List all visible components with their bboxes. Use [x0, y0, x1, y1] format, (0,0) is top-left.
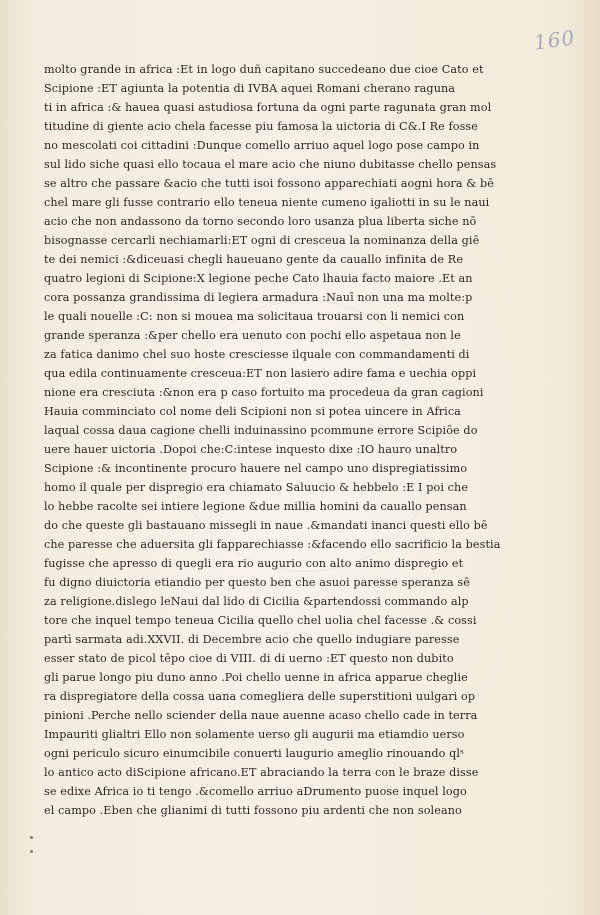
text-line: bisognasse cercarli nechiamarli:ET ogni di cresceua la nominanza della giē	[44, 234, 480, 247]
ink-spot	[30, 850, 33, 853]
text-line: ra dispregiatore della cossa uana comegliera delle superstitioni uulgari op	[44, 690, 476, 703]
text-line: acio che non andassono da torno secondo loro usanza plua liberta siche nō	[44, 215, 477, 228]
text-line: te dei nemici :&diceuasi chegli haueuano gente da cauallo infinita de Re	[44, 253, 464, 266]
text-line: partì sarmata adi.XXVII. di Decembre acio che quello indugiare paresse	[44, 633, 460, 646]
text-line: quatro legioni di Scipione:X legione peche Cato lhauia facto maiore .Et an	[44, 272, 473, 285]
text-line: do che queste gli bastauano missegli in naue .&mandati inanci questi ello bē	[44, 519, 488, 532]
text-line: sul lido siche quasi ello tocaua el mare acio che niuno dubitasse chello pensas	[44, 158, 497, 171]
text-line: le quali nouelle :C: non si mouea ma solicitaua trouarsi con li nemici con	[44, 310, 465, 323]
text-line: nione era cresciuta :&non era p caso fortuito ma procedeua da gran cagioni	[44, 386, 484, 399]
text-line: za fatica danimo chel suo hoste cresciesse ilquale con commandamenti di	[44, 348, 470, 361]
text-line: fugisse che apresso di quegli era rio augurio con alto animo dispregio et	[44, 557, 464, 570]
text-line: molto grande in africa :Et in logo duñ capitano succedeano due cioe Cato et	[44, 63, 484, 76]
text-line: uere hauer uictoria .Dopoi che:C:intese inquesto dixe :IO hauro unaltro	[44, 443, 458, 456]
text-line: el campo .Eben che glianimi di tutti fossono piu ardenti che non soleano	[44, 804, 462, 817]
text-line: titudine di giente acio chela facesse piu famosa la uictoria di C&.I Re fosse	[44, 120, 478, 133]
text-line: za religione.dislego leNaui dal lido di Cicilia &partendossi commando alp	[44, 595, 469, 608]
text-line: lo antico acto diScipione africano.ET abraciando la terra con le braze disse	[44, 766, 479, 779]
text-line: che paresse che aduersita gli fapparechiasse :&facendo ello sacrificio la bestia	[44, 538, 501, 551]
text-line: pinioni .Perche nello sciender della naue auenne acaso chello cade in terra	[44, 709, 478, 722]
folio-number: 160	[532, 25, 577, 55]
text-line: fu digno diuictoria etiandio per questo ben che asuoi paresse speranza sē	[44, 576, 470, 589]
text-line: laqual cossa daua cagione chelli induinassino pcommune errore Scipiōe do	[44, 424, 478, 437]
text-line: esser stato de picol tēpo cioe di VIII. di di uerno :ET questo non dubito	[44, 652, 454, 665]
text-line: ogni periculo sicuro einumcibile conuerti laugurio ameglio rinouando qlˢ	[44, 747, 464, 760]
text-line: Hauia comminciato col nome deli Scipioni non si potea uincere in Africa	[44, 405, 461, 418]
text-line: no mescolati coi cittadini :Dunque comello arriuo aquel logo pose campo in	[44, 139, 480, 152]
text-line: ti in africa :& hauea quasi astudiosa fortuna da ogni parte ragunata gran mol	[44, 101, 492, 114]
text-line: se edixe Africa io ti tengo .&comello arriuo aDrumento puose inquel logo	[44, 785, 467, 798]
text-line: Scipione :ET agiunta la potentia di IVBA aquei Romani cherano raguna	[44, 82, 456, 95]
text-line: Scipione :& incontinente procuro hauere nel campo uno dispregiatissimo	[44, 462, 468, 475]
text-line: qua edila continuamente cresceua:ET non lasiero adire fama e uechia oppi	[44, 367, 477, 380]
text-line: cora possanza grandissima di legiera armadura :Nauī non una ma molte:p	[44, 291, 473, 304]
ink-spot	[30, 836, 33, 839]
text-line: gli parue longo piu duno anno .Poi chello uenne in africa apparue cheglie	[44, 671, 468, 684]
text-line: se altro che passare &acio che tutti isoi fossono apparechiati aogni hora & bē	[44, 177, 494, 190]
text-line: grande speranza :&per chello era uenuto con pochi ello aspetaua non le	[44, 329, 461, 342]
text-line: homo il quale per dispregio era chiamato Saluucio & hebbelo :E I poi che	[44, 481, 469, 494]
text-line: Impauriti glialtri Ello non solamente uerso gli augurii ma etiamdio uerso	[44, 728, 465, 741]
text-block	[44, 60, 564, 820]
text-line: tore che inquel tempo teneua Cicilia quello chel uolia chel facesse .& cossi	[44, 614, 477, 627]
text-line: lo hebbe racolte sei intiere legione &due millia homini da cauallo pensan	[44, 500, 467, 513]
text-line: chel mare gli fusse contrario ello teneua niente cumeno igaliotti in su le naui	[44, 196, 490, 209]
